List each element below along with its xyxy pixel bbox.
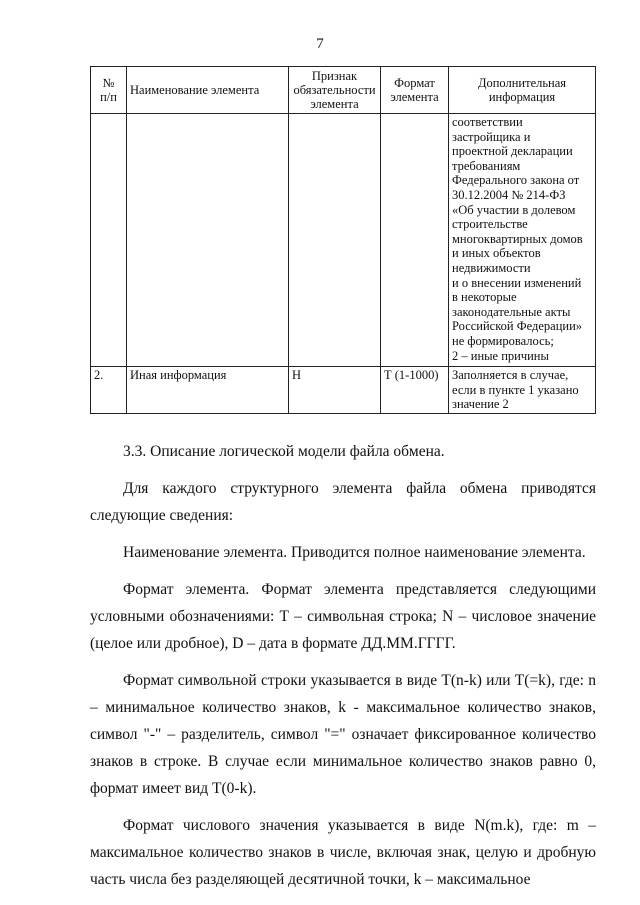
info-line: 30.12.2004 № 214-ФЗ <box>452 187 566 202</box>
paragraph-element-format: Формат элемента. Формат элемента представляется следующими условными обозначениями: Т – символьная строка; N – числовое значение (целое или дробное), D – дата в формате ДД.ММ.ГГГГ. <box>90 581 596 652</box>
info-line: законодательные акты <box>452 304 571 319</box>
element-spec-table <box>90 66 596 414</box>
cell-element-name: Иная информация <box>127 367 289 414</box>
header-element-name: Наименование элемента <box>127 67 289 114</box>
info-line: Российской Федерации» <box>452 319 583 334</box>
info-line: требованиям <box>452 158 521 173</box>
section-heading: 3.3. Описание логической модели файла обмена. <box>123 443 445 460</box>
info-line: и о внесении изменений <box>452 275 582 290</box>
table-row-continued <box>91 114 596 367</box>
info-line: строительстве <box>452 217 528 232</box>
page-number: 7 <box>316 36 324 52</box>
paragraph-string-format: Формат символьной строки указывается в виде Т(n-k) или Т(=k), где: n – минимальное количество знаков, k - максимальное количество знаков, символ "-" – разделитель, символ "=" означает фиксированное количество знаков в строке. В случае если минимальное количество знаков равно 0, формат имеет вид Т(0-k). <box>90 672 596 797</box>
body-text <box>90 438 596 903</box>
header-additional-info: Дополнительная информация <box>449 67 596 114</box>
cell-name-empty <box>127 114 289 367</box>
header-format: Формат элемента <box>381 67 449 114</box>
paragraph-intro: Для каждого структурного элемента файла обмена приводятся следующие сведения: <box>90 480 596 524</box>
table-row-2 <box>91 367 596 414</box>
cell-number-empty <box>91 114 127 367</box>
info-line: застройщика и <box>452 129 531 144</box>
cell-additional-info-continued <box>449 114 596 367</box>
info-line: Федерального закона от <box>452 173 580 188</box>
cell-required-flag: Н <box>289 367 381 414</box>
info-line: 2 – иные причины <box>452 348 549 363</box>
cell-number: 2. <box>91 367 127 414</box>
paragraph-number-format: Формат числового значения указывается в виде N(m.k), где: m – максимальное количество знаков в числе, включая знак, целую и дробную часть числа без разделяющей десятичной точки, k – максимальное <box>90 817 596 888</box>
cell-format-empty <box>381 114 449 367</box>
cell-required-empty <box>289 114 381 367</box>
info-line: соответствии <box>452 115 523 129</box>
cell-format: Т (1-1000) <box>381 367 449 414</box>
info-line: «Об участии в долевом <box>452 202 576 217</box>
info-line: проектной декларации <box>452 144 573 159</box>
header-number: № п/п <box>91 67 127 114</box>
info-line: не формировалось; <box>452 333 554 348</box>
info-line: недвижимости <box>452 260 531 275</box>
header-required-flag: Признак обязательности элемента <box>289 67 381 114</box>
info-line: многоквартирных домов <box>452 231 583 246</box>
table-header-row <box>91 67 596 114</box>
info-line: в некоторые <box>452 290 517 305</box>
info-line: и иных объектов <box>452 246 541 261</box>
paragraph-element-name: Наименование элемента. Приводится полное наименование элемента. <box>123 544 586 561</box>
cell-additional-info: Заполняется в случае, если в пункте 1 указано значение 2 <box>449 367 596 414</box>
